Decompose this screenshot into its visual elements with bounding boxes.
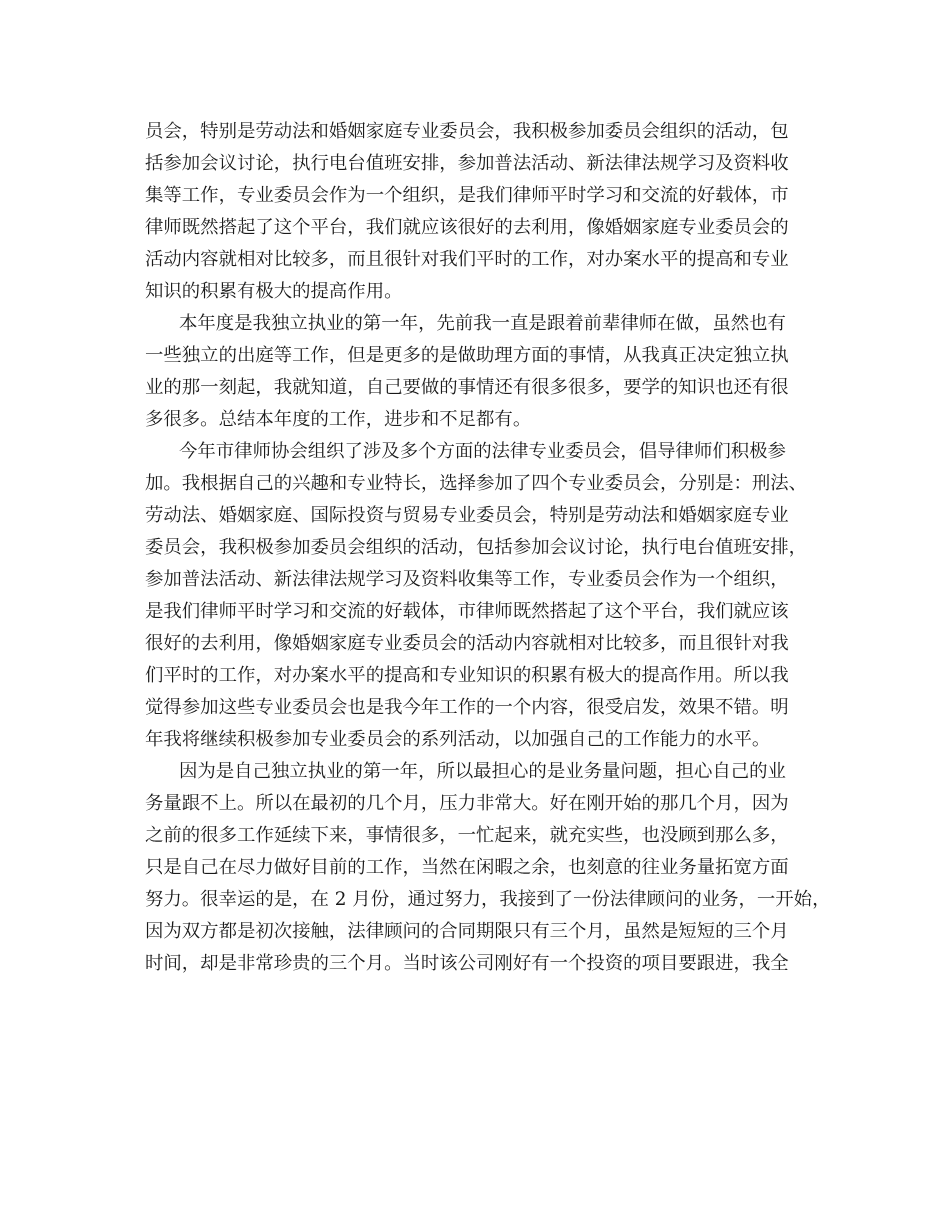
text-line: 一些独立的出庭等工作，但是更多的是做助理方面的事情，从我真正决定独立执 xyxy=(145,345,789,366)
text-line: 务量跟不上。所以在最初的几个月，压力非常大。好在刚开始的那几个月，因为 xyxy=(145,793,789,814)
text-line: 时间，却是非常珍贵的三个月。当时该公司刚好有一个投资的项目要跟进，我全 xyxy=(145,953,789,974)
text-line: 们平时的工作，对办案水平的提高和专业知识的积累有极大的提高作用。所以我 xyxy=(145,665,789,686)
text-line: 劳动法、婚姻家庭、国际投资与贸易专业委员会，特别是劳动法和婚姻家庭专业 xyxy=(145,505,789,526)
paragraph-first-line: 今年市律师协会组织了涉及多个方面的法律专业委员会，倡导律师们积极参 xyxy=(179,441,786,462)
text-line: 因为双方都是初次接触，法律顾问的合同期限只有三个月，虽然是短短的三个月 xyxy=(145,921,789,942)
text-line: 努力。很幸运的是，在 2 月份，通过努力，我接到了一份法律顾问的业务，一开始， xyxy=(145,889,831,910)
text-line: 集等工作，专业委员会作为一个组织，是我们律师平时学习和交流的好载体，市 xyxy=(145,185,789,206)
text-line: 之前的很多工作延续下来，事情很多，一忙起来，就充实些，也没顾到那么多， xyxy=(145,825,789,846)
text-line: 括参加会议讨论，执行电台值班安排，参加普法活动、新法律法规学习及资料收 xyxy=(145,153,789,174)
text-line: 年我将继续积极参加专业委员会的系列活动，以加强自己的工作能力的水平。 xyxy=(145,729,771,750)
text-line: 多很多。总结本年度的工作，进步和不足都有。 xyxy=(145,409,532,430)
text-line: 只是自己在尽力做好目前的工作，当然在闲暇之余，也刻意的往业务量拓宽方面 xyxy=(145,857,789,878)
text-line: 活动内容就相对比较多，而且很针对我们平时的工作，对办案水平的提高和专业 xyxy=(145,249,789,270)
text-line: 是我们律师平时学习和交流的好载体，市律师既然搭起了这个平台，我们就应该 xyxy=(145,601,789,622)
paragraph-first-line: 本年度是我独立执业的第一年，先前我一直是跟着前辈律师在做，虽然也有 xyxy=(179,313,786,334)
text-line: 委员会，我积极参加委员会组织的活动，包括参加会议讨论，执行电台值班安排， xyxy=(145,537,808,558)
text-line: 律师既然搭起了这个平台，我们就应该很好的去利用，像婚姻家庭专业委员会的 xyxy=(145,217,789,238)
text-line: 参加普法活动、新法律法规学习及资料收集等工作，专业委员会作为一个组织， xyxy=(145,569,789,590)
text-line: 觉得参加这些专业委员会也是我今年工作的一个内容，很受启发，效果不错。明 xyxy=(145,697,789,718)
paragraph-first-line: 因为是自己独立执业的第一年，所以最担心的是业务量问题，担心自己的业 xyxy=(179,761,786,782)
text-line: 业的那一刻起，我就知道，自己要做的事情还有很多很多，要学的知识也还有很 xyxy=(145,377,789,398)
text-line: 很好的去利用，像婚姻家庭专业委员会的活动内容就相对比较多，而且很针对我 xyxy=(145,633,789,654)
text-line: 员会，特别是劳动法和婚姻家庭专业委员会，我积极参加委员会组织的活动，包 xyxy=(145,121,789,142)
text-line: 知识的积累有极大的提高作用。 xyxy=(145,281,403,302)
text-line: 加。我根据自己的兴趣和专业特长，选择参加了四个专业委员会，分别是：刑法、 xyxy=(145,473,808,494)
